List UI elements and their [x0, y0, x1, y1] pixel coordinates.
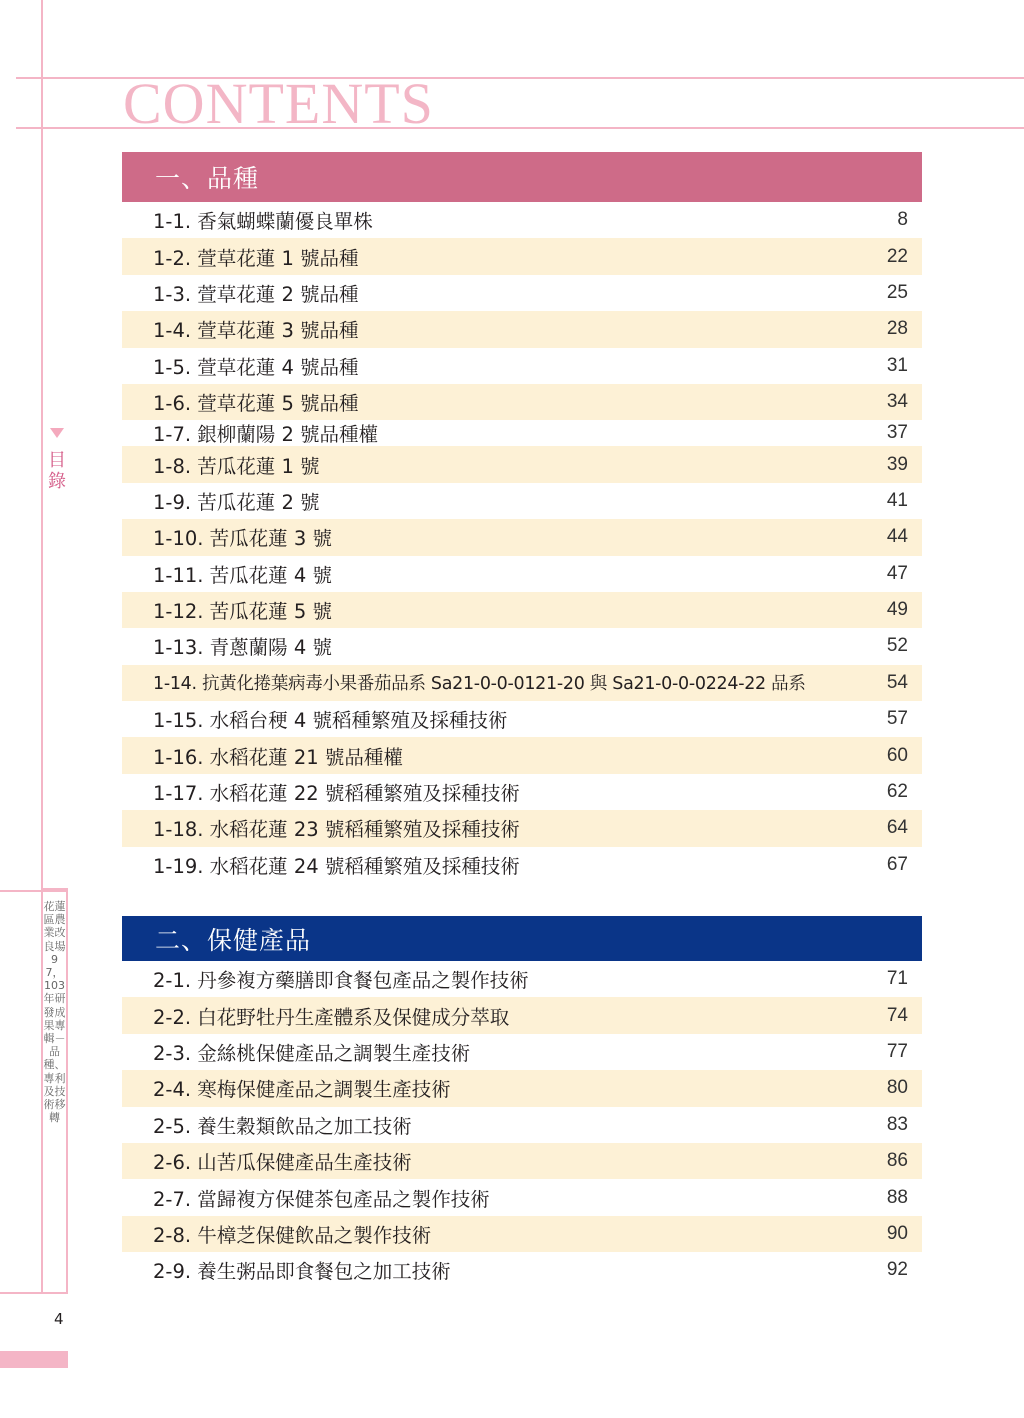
toc-entry-page: 83	[886, 1113, 908, 1135]
toc-entry-title: 2-8. 牛樟芝保健飲品之製作技術	[153, 1223, 432, 1247]
page-title: CONTENTS	[123, 71, 434, 136]
toc-entry-title: 1-11. 苦瓜花蓮 4 號	[153, 563, 332, 587]
toc-entry-title: 1-10. 苦瓜花蓮 3 號	[153, 527, 332, 551]
toc-entry-title: 2-3. 金絲桃保健產品之調製生產技術	[153, 1041, 471, 1065]
toc-section-health-products	[122, 916, 922, 1289]
page-number: 4	[54, 1310, 64, 1328]
toc-entry-page: 57	[886, 708, 908, 730]
toc-entry-page: 39	[886, 453, 908, 475]
triangle-down-icon	[50, 428, 64, 438]
toc-entry-title: 2-9. 養生粥品即食餐包之加工技術	[153, 1260, 451, 1284]
toc-entry-title: 1-1. 香氣蝴蝶蘭優良單株	[153, 210, 373, 234]
toc-entry-page: 77	[886, 1040, 908, 1062]
toc-entry-title: 2-7. 當歸複方保健茶包產品之製作技術	[153, 1187, 490, 1211]
section-title: 一、品種	[155, 164, 260, 193]
toc-entry[interactable]	[122, 348, 922, 384]
toc-section-varieties	[122, 152, 922, 883]
toc-entry-title: 2-5. 養生穀類飲品之加工技術	[153, 1114, 412, 1138]
toc-entry-title: 1-3. 萱草花蓮 2 號品種	[153, 282, 359, 306]
toc-entry-page: 62	[886, 781, 908, 803]
toc-entry[interactable]	[122, 628, 922, 664]
toc-entry-title: 1-12. 苦瓜花蓮 5 號	[153, 600, 332, 624]
section-header	[122, 916, 922, 961]
spine-book-title: 花蓮區農業改良場97，103年研發成果專輯－品種、專利及技術移轉	[43, 900, 66, 1125]
toc-entry-title: 1-6. 萱草花蓮 5 號品種	[153, 392, 359, 416]
toc-entry-page: 88	[886, 1186, 908, 1208]
toc-entry-title: 1-13. 青蔥蘭陽 4 號	[153, 636, 332, 660]
toc-entry-title: 1-4. 萱草花蓮 3 號品種	[153, 319, 359, 343]
toc-entry-page: 22	[886, 245, 908, 267]
toc-entry[interactable]	[122, 519, 922, 555]
toc-entry[interactable]	[122, 737, 922, 773]
toc-entry-title: 1-18. 水稻花蓮 23 號稻種繁殖及採種技術	[153, 818, 520, 842]
toc-entry-page: 37	[886, 422, 908, 444]
toc-entry[interactable]	[122, 1107, 922, 1143]
toc-entry[interactable]	[122, 275, 922, 311]
toc-entry-page: 28	[886, 318, 908, 340]
page-edge-tab	[0, 1351, 68, 1368]
toc-entry-page: 80	[886, 1077, 908, 1099]
toc-entry-title: 1-9. 苦瓜花蓮 2 號	[153, 490, 320, 514]
toc-entry[interactable]	[122, 384, 922, 420]
toc-entry-page: 92	[886, 1259, 908, 1281]
toc-entry-page: 71	[886, 968, 908, 990]
toc-entry[interactable]	[122, 810, 922, 846]
toc-entry-title: 1-2. 萱草花蓮 1 號品種	[153, 246, 359, 270]
toc-entry[interactable]	[122, 1252, 922, 1288]
toc-entry-title: 1-7. 銀柳蘭陽 2 號品種權	[153, 423, 379, 447]
toc-entry-page: 49	[886, 599, 908, 621]
toc-entry[interactable]	[122, 420, 922, 446]
toc-entry-title: 1-19. 水稻花蓮 24 號稻種繁殖及採種技術	[153, 854, 520, 878]
toc-entry[interactable]	[122, 592, 922, 628]
toc-entry-page: 67	[886, 853, 908, 875]
toc-entry[interactable]	[122, 1034, 922, 1070]
toc-entry-title: 2-1. 丹參複方藥膳即食餐包產品之製作技術	[153, 969, 529, 993]
toc-entry[interactable]	[122, 202, 922, 238]
toc-entry-page: 25	[886, 281, 908, 303]
toc-entry-title: 1-14. 抗黃化捲葉病毒小果番茄品系 Sa21-0-0-0121-20 與 Sa21-0-0-0224-22 品系	[153, 674, 806, 695]
section-header	[122, 152, 922, 202]
toc-entry[interactable]	[122, 238, 922, 274]
toc-entry-page: 60	[886, 744, 908, 766]
toc-entry-title: 1-5. 萱草花蓮 4 號品種	[153, 355, 359, 379]
toc-entry[interactable]	[122, 1179, 922, 1215]
toc-entry[interactable]	[122, 1143, 922, 1179]
toc-entry[interactable]	[122, 701, 922, 737]
toc-entry-page: 8	[897, 209, 908, 231]
toc-entry-page: 41	[886, 489, 908, 511]
toc-entry-page: 31	[886, 354, 908, 376]
side-section-label: 目錄	[48, 450, 66, 492]
toc-entry-title: 2-6. 山苦瓜保健產品生產技術	[153, 1151, 412, 1175]
toc-entry[interactable]	[122, 311, 922, 347]
toc-entry[interactable]	[122, 1070, 922, 1106]
toc-entry[interactable]	[122, 774, 922, 810]
toc-entry[interactable]	[122, 483, 922, 519]
toc-entry-page: 44	[886, 526, 908, 548]
toc-entry-title: 1-16. 水稻花蓮 21 號品種權	[153, 745, 403, 769]
toc-entry-page: 74	[886, 1004, 908, 1026]
toc-entry-page: 64	[886, 817, 908, 839]
toc-entry[interactable]	[122, 446, 922, 482]
toc-entry[interactable]	[122, 847, 922, 883]
toc-entry[interactable]	[122, 997, 922, 1033]
toc-entry-page: 90	[886, 1222, 908, 1244]
toc-entry[interactable]	[122, 556, 922, 592]
toc-entry[interactable]	[122, 1216, 922, 1252]
toc-entry-page: 86	[886, 1150, 908, 1172]
margin-vertical-rule	[41, 0, 43, 890]
toc-entry-title: 2-4. 寒梅保健產品之調製生產技術	[153, 1078, 451, 1102]
toc-entry[interactable]	[122, 665, 922, 701]
toc-entry-page: 52	[886, 635, 908, 657]
toc-entry-title: 1-8. 苦瓜花蓮 1 號	[153, 454, 320, 478]
toc-entry-title: 1-17. 水稻花蓮 22 號稻種繁殖及採種技術	[153, 782, 520, 806]
toc-entry-page: 54	[886, 671, 908, 693]
section-title: 二、保健產品	[155, 925, 312, 955]
toc-entry-page: 34	[886, 391, 908, 413]
toc-entry-title: 2-2. 白花野牡丹生產體系及保健成分萃取	[153, 1005, 510, 1029]
toc-entry-page: 47	[886, 562, 908, 584]
toc-entry-title: 1-15. 水稻台稉 4 號稻種繁殖及採種技術	[153, 709, 508, 733]
toc-entry[interactable]	[122, 961, 922, 997]
